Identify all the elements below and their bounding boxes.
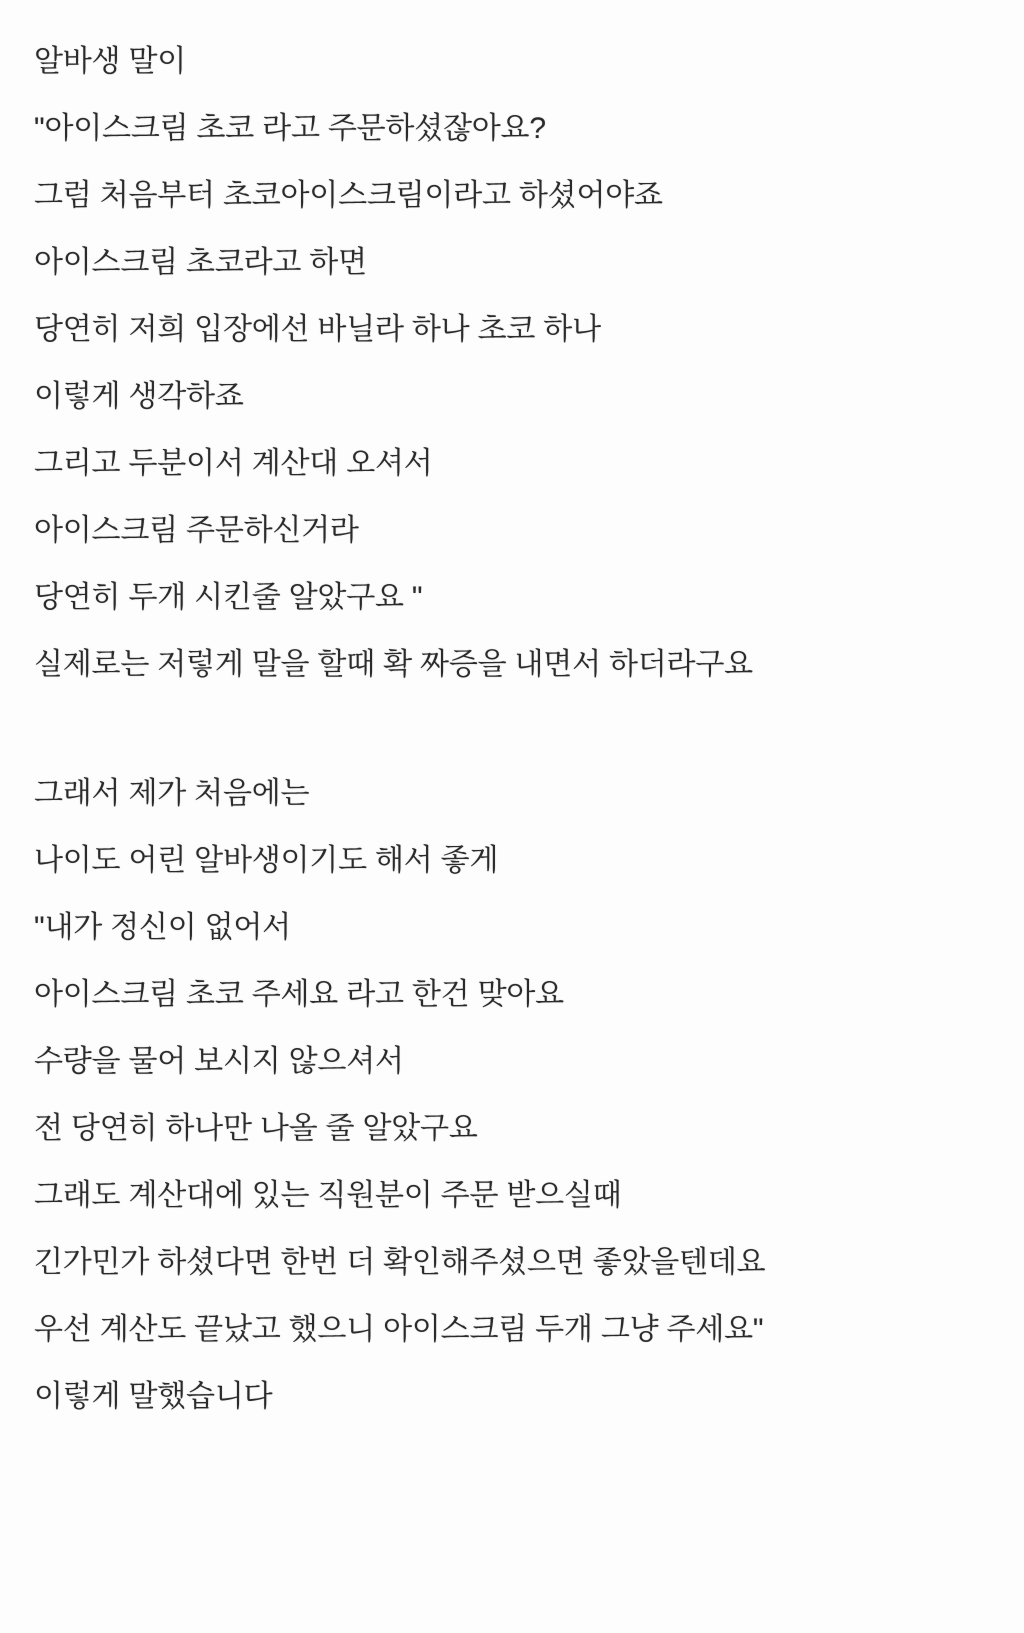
text-line: 나이도 어린 알바생이기도 해서 좋게	[34, 844, 499, 877]
text-line: 아이스크림 초코라고 하면	[34, 246, 367, 279]
text-line: 그럼 처음부터 초코아이스크림이라고 하셨어야죠	[34, 179, 663, 212]
text-line: 그래도 계산대에 있는 직원분이 주문 받으실때	[34, 1179, 622, 1212]
text-line: 그리고 두분이서 계산대 오셔서	[34, 447, 433, 480]
text-line: 수량을 물어 보시지 않으셔서	[34, 1045, 404, 1078]
text-line: 그래서 제가 처음에는	[34, 777, 310, 810]
text-line: 전 당연히 하나만 나올 줄 알았구요	[34, 1112, 478, 1145]
text-block-2	[34, 760, 994, 1430]
text-line: 이렇게 생각하죠	[34, 380, 244, 413]
text-line: 긴가민가 하셨다면 한번 더 확인해주셨으면 좋았을텐데요	[34, 1246, 766, 1279]
text-line: "아이스크림 초코 라고 주문하셨잖아요?	[34, 112, 546, 145]
text-line: 아이스크림 초코 주세요 라고 한건 맞아요	[34, 978, 564, 1011]
text-line: 알바생 말이	[34, 45, 187, 78]
text-line: 당연히 두개 시킨줄 알았구요 "	[34, 581, 423, 614]
text-line: 실제로는 저렇게 말을 할때 확 짜증을 내면서 하더라구요	[34, 648, 753, 681]
text-line: 아이스크림 주문하신거라	[34, 514, 359, 547]
text-line: "내가 정신이 없어서	[34, 911, 291, 944]
text-line: 이렇게 말했습니다	[34, 1380, 273, 1413]
text-line: 당연히 저희 입장에선 바닐라 하나 초코 하나	[34, 313, 601, 346]
text-block-1	[34, 28, 994, 698]
text-line: 우선 계산도 끝났고 했으니 아이스크림 두개 그냥 주세요"	[34, 1313, 764, 1346]
